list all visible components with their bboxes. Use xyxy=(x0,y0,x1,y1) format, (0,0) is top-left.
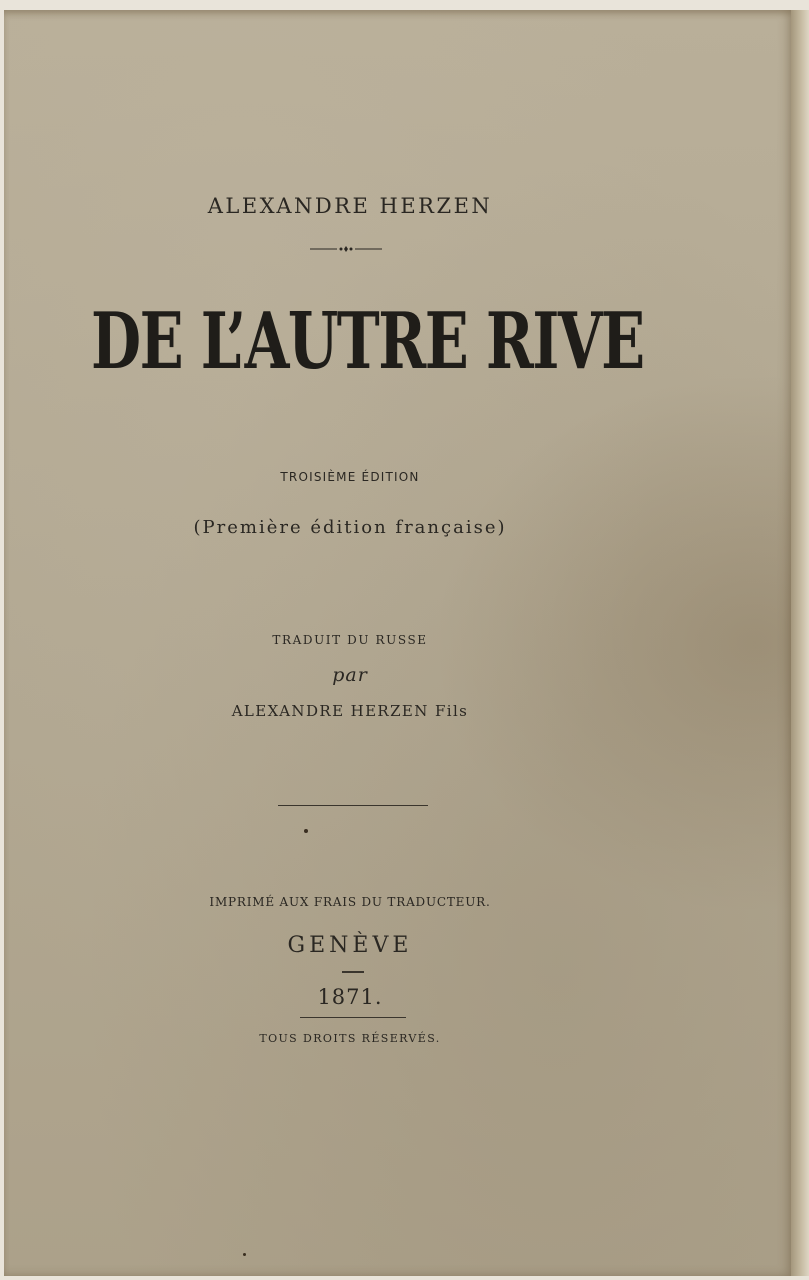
by-word: par xyxy=(332,664,368,686)
rights-notice: TOUS DROITS RÉSERVÉS. xyxy=(259,1032,441,1045)
publication-year: 1871. xyxy=(317,985,383,1009)
printing-note: IMPRIMÉ AUX FRAIS DU TRADUCTEUR. xyxy=(209,895,491,909)
ink-spot xyxy=(304,829,308,833)
divider-rule xyxy=(278,805,428,806)
bottom-rule xyxy=(300,1017,406,1018)
book-title: DE L’AUTRE RIVE xyxy=(91,296,644,387)
translator-name: ALEXANDRE HERZEN Fils xyxy=(231,702,469,720)
page-edge xyxy=(791,10,809,1276)
ornament-divider xyxy=(310,242,382,256)
translated-from: TRADUIT DU RUSSE xyxy=(272,633,428,647)
publication-city: GENÈVE xyxy=(287,933,413,958)
edition-note: (Première édition française) xyxy=(193,517,507,538)
short-rule xyxy=(342,971,364,973)
edition-label: TROISIÈME ÉDITION xyxy=(280,470,420,484)
ink-spot xyxy=(243,1253,246,1256)
author-name: ALEXANDRE HERZEN xyxy=(207,194,493,218)
